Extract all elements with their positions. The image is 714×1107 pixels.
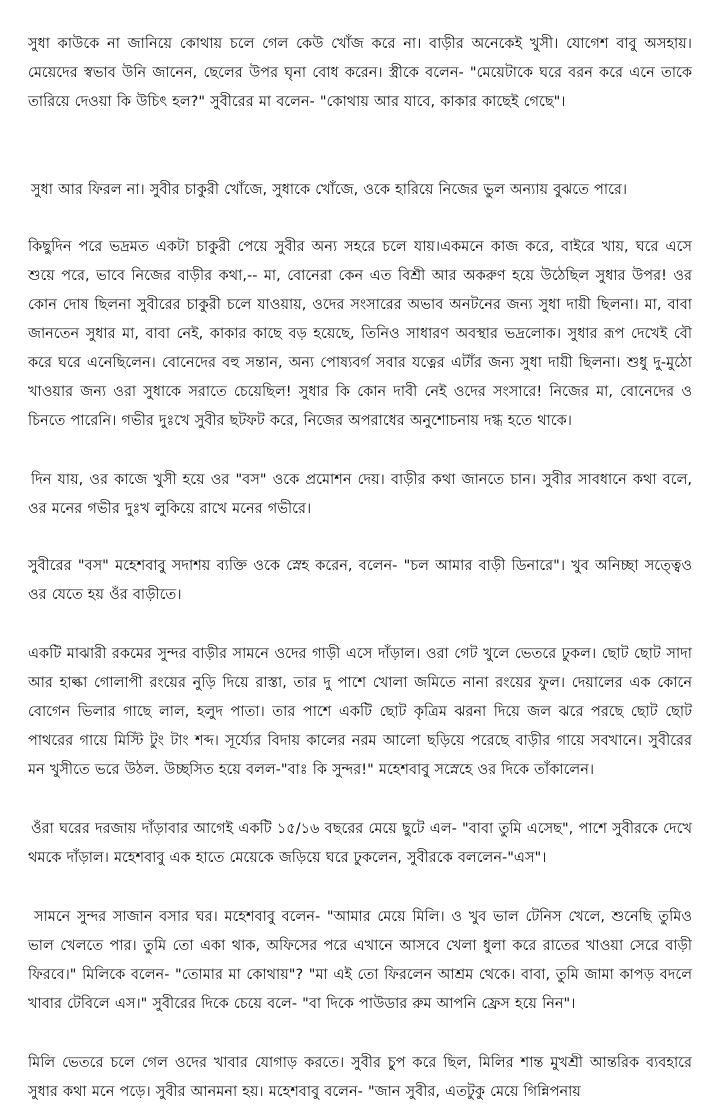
paragraph-8: সামনে সুন্দর সাজান বসার ঘর। মহেশবাবু বলেন- "আমার মেয়ে মিলি। ও খুব ভাল টেনিস খেলে, শুনেছি তুমিও ভাল খেলতে পার। তুমি তো একা থাক, অফিসের পরে এখানে আসবে খেলা ধুলা করে রাতের খাওয়া সেরে বাড়ী ফিরবে।" মিলিকে বলেন- "তোমার মা কোথায়"? "মা এই তো ফিরলেন আশ্রম থেকে। বাবা, তুমি জামা কাপড় বদলে খাবার টেবিলে এস।" সুবীরের দিকে চেয়ে বলে- "বা দিকে পাউডার রুম আপনি ফ্রেস হয়ে নিন"। [28,909,692,1012]
paragraph-3: কিছুদিন পরে ভদ্রমত একটা চাকুরী পেয়ে সুবীর অন্য সহরে চলে যায়।একমনে কাজ করে, বাইরে খায়, ঘরে এসে শুয়ে পরে, ভাবে নিজের বাড়ীর কথা,-- মা, বোনেরা কেন এত বিশ্রী আর অকরুণ হয়ে উঠেছিল সুধার উপর! ওর কোন দোষ ছিলনা সুবীরের চাকুরী চলে যাওয়ায়, ওদের সংসারের অভাব অনটনের জন্য সুধা দায়ী ছিলনা। মা, বাবা জানতেন সুধার মা, বাবা নেই, কাকার কাছে বড় হয়েছে, তিনিও সাধারণ অবস্থার ভদ্রলোক। সুধার রূপ দেখেই বৌ করে ঘরে এনেছিলেন। বোনেদের বহু সন্তান, অন্য পোষ্যবর্গ সবার যত্নের এটাঁর জন্য সুধা দায়ী ছিলনা। শুধু দু-মুঠো খাওয়ার জন্য ওরা সুধাকে সরাতে চেয়েছিল! সুধার কি কোন দাবী নেই ওদের সংসারে! নিজের মা, বোনেদের ও চিনতে পারেনি। গভীর দুঃখে সুবীর ছটফট করে, নিজের অপরাধের অনুশোচনায় দগ্ধ হতে থাকে। [28,239,692,429]
paragraph-4: দিন যায়, ওর কাজে খুসী হয়ে ওর "বস" ওকে প্রমোশন দেয়। বাড়ীর কথা জানতে চান। সুবীর সাবধানে কথা বলে, ওর মনের গভীর দুঃখ লুকিয়ে রাখে মনের গভীরে। [28,472,692,517]
paragraph-9: মিলি ভেতরে চলে গেল ওদের খাবার যোগাড় করতে। সুবীর চুপ করে ছিল, মিলির শান্ত মুখশ্রী আন্তরিক ব্যবহারে সুধার কথা মনে পড়ে। সুবীর আনমনা হয়। মহেশবাবু বলেন- "জান সুবীর, এতটুকু মেয়ে গিন্নিপনায় [28,1055,692,1100]
paragraph-5: সুবীরের "বস" মহেশবাবু সদাশয় ব্যক্তি ওকে স্নেহ করেন, বলেন- "চল আমার বাড়ী ডিনারে"। খুব অনিচ্ছা সত্ত্বেও ওর যেতে হয় ওঁর বাড়ীতে। [28,558,692,603]
paragraph-2: সুধা আর ফিরল না। সুবীর চাকুরী খোঁজে, সুধাকে খোঁজে, ওকে হারিয়ে নিজের ভুল অন্যায় বুঝতে পারে। [31,182,628,198]
paragraph-1: সুধা কাউকে না জানিয়ে কোথায় চলে গেল কেউ খোঁজ করে না। বাড়ীর অনেকেই খুসী। যোগেশ বাবু অসহায়। মেয়েদের স্বভাব উনি জানেন, ছেলের উপর ঘৃনা বোধ করেন। স্ত্রীকে বলেন- "মেয়েটাকে ঘরে বরন করে এনে তাকে তারিয়ে দেওয়া কি উচিৎ হল?" সুবীরের মা বলেন- "কোথায় আর যাবে, কাকার কাছেই গেছে"। [28,36,692,110]
paragraph-7: ওঁরা ঘরের দরজায় দাঁড়াবার আগেই একটি ১৫/১৬ বছরের মেয়ে ছুটে এল- "বাবা তুমি এসেছ", পাশে সুবীরকে দেখে থমকে দাঁড়াল। মহেশবাবু এক হাতে মেয়েকে জড়িয়ে ঘরে ঢুকলেন, সুবীরকে বললেন-"এস"। [28,821,692,866]
paragraph-6: একটি মাঝারী রকমের সুন্দর বাড়ীর সামনে ওদের গাড়ী এসে দাঁড়াল। ওরা গেট খুলে ভেতরে ঢুকল। ছোট ছোট সাদা আর হাল্কা গোলাপী রংয়ের নুড়ি দিয়ে রাস্তা, তার দু পাশে খোলা জমিতে নানা রংয়ের ফুল। দেয়ালের এক কোনে বোগেন ভিলার গাছে লাল, হলুদ পাতা। তার পাশে একটি ছোট কৃত্রিম ঝরনা দিয়ে জল ঝরে পরছে ছোট ছোট পাথরের গায়ে মিস্টি টুং টাং শব্দ। সূর্য্যের বিদায় কালের নরম আলো ছড়িয়ে পরেছে বাড়ীর গায়ে সবখানে। সুবীরের মন খুসীতে ভরে উঠল. উচ্ছসিত হয়ে বলল-"বাঃ কি সুন্দর!" মহেশবাবু সস্নেহে ওর দিকে তাঁকালেন। [28,646,692,778]
